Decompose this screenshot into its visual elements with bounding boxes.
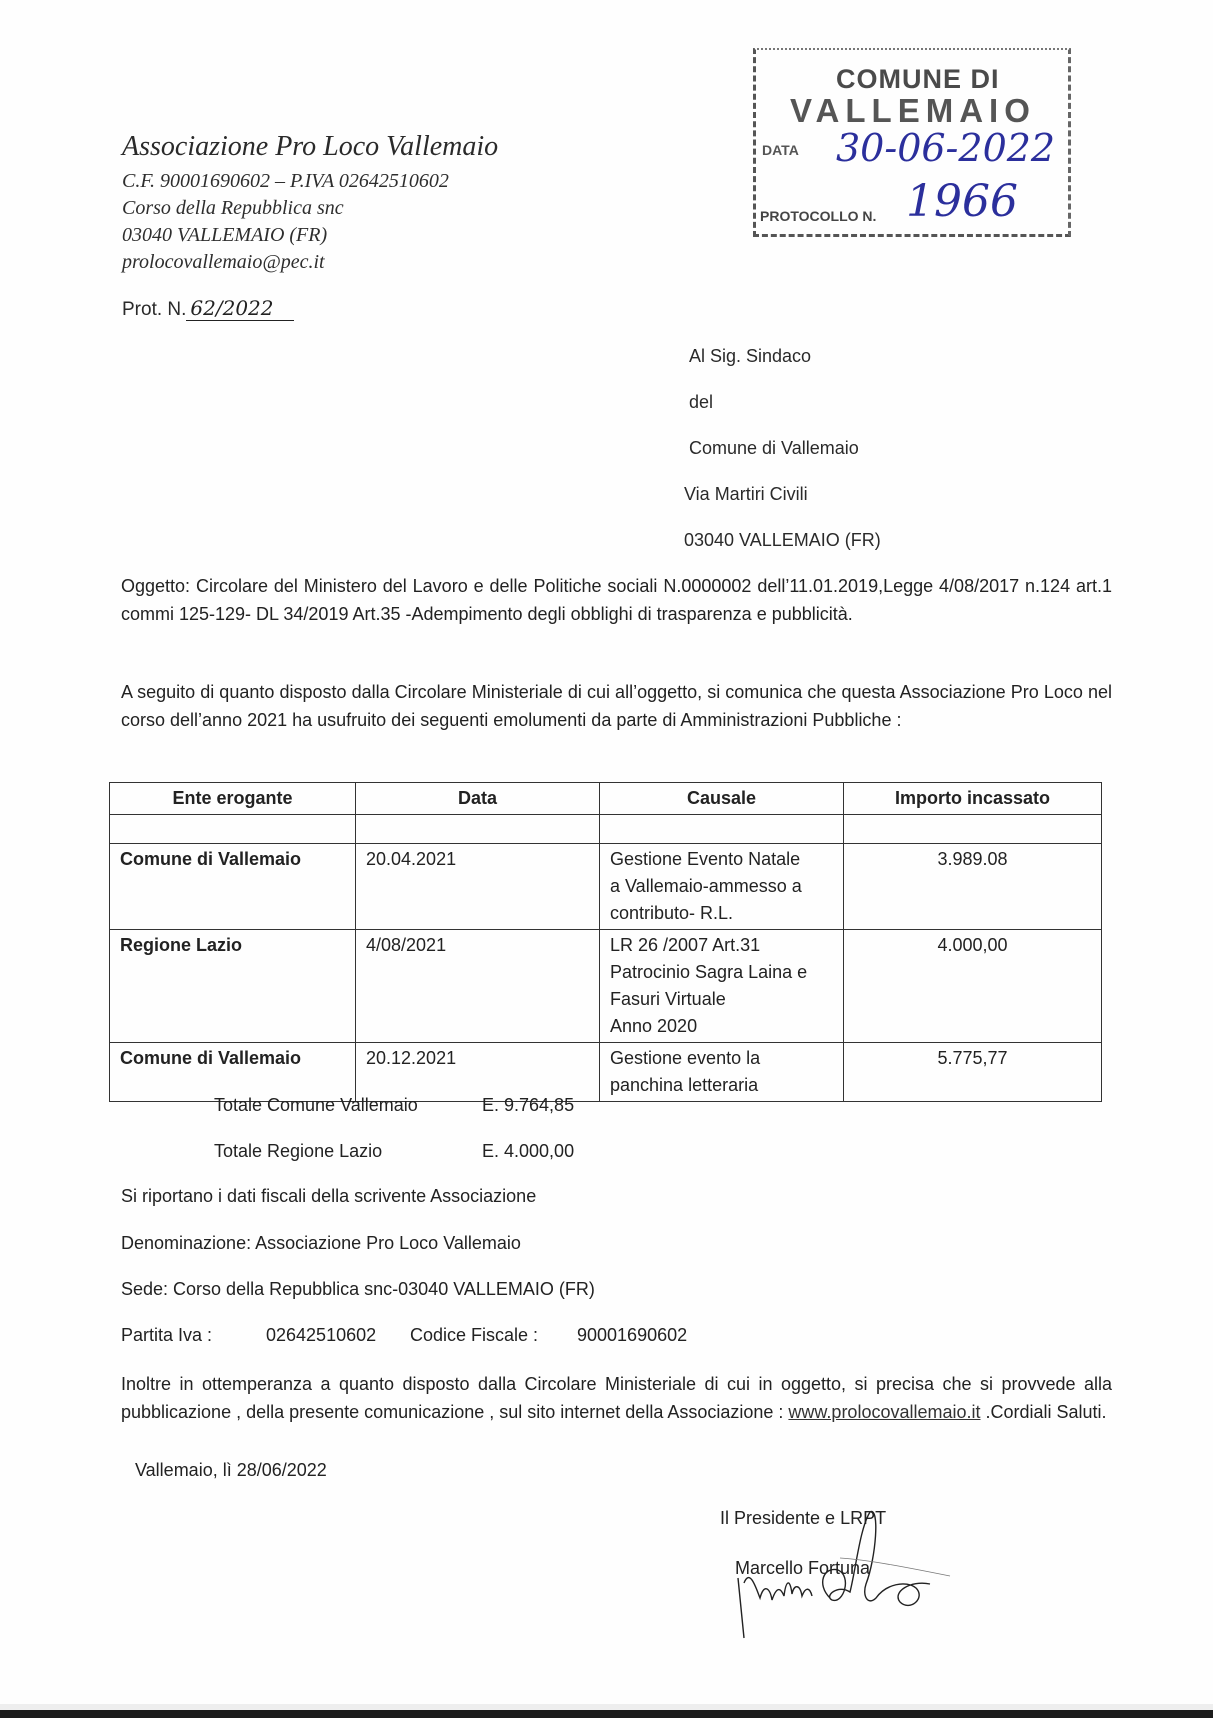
closing-text: Inoltre in ottemperanza a quanto disposto dalla Circolare Ministeriale di cui in oggetto, si precisa che si provvede alla pubblicazione , della presente comunicazione , sul sito internet della Associazione : [121,1374,1112,1422]
empty-row [110,815,1102,844]
addressee-line: 03040 VALLEMAIO (FR) [684,530,881,550]
total-regione-label: Totale Regione Lazio [214,1141,383,1161]
stamp-number: 1966 [906,176,1018,227]
table-header-row [110,783,1102,815]
intro-paragraph: A seguito di quanto disposto dalla Circolare Ministeriale di cui all’oggetto, si comunica che questa Associazione Pro Loco nel corso dell’anno 2021 ha usufruito dei seguenti emolumenti da parte di Amministrazioni Pubbliche : [121,682,1112,730]
stamp-protocol-prefix: PROTOCOLLO N. [760,208,877,224]
column-header: Ente erogante [110,783,356,815]
cell-ente: Regione Lazio [110,930,356,1043]
column-header: Causale [600,783,844,815]
org-email[interactable]: prolocovallemaio@pec.it [122,251,325,273]
fiscal-piva-value: 02642510602 [266,1325,377,1345]
cell-importo: 4.000,00 [844,930,1102,1043]
protocol-stamp [753,48,1071,237]
fiscal-cf-value: 90001690602 [577,1325,688,1345]
cell-causale [600,930,844,1043]
addressee-line: Al Sig. Sindaco [689,346,812,366]
cell-ente: Comune di Vallemaio [110,1043,356,1102]
causale-line: contributo- R.L. [610,903,734,923]
signatory-role: Il Presidente e LRPT [720,1508,887,1528]
causale-line: a Vallemaio-ammesso a [610,876,802,896]
stamp-line1: COMUNE DI [836,64,1000,94]
grants-table [109,782,1102,1102]
stamp-date: 30-06-2022 [836,126,1056,170]
protocol-number [122,296,294,321]
signatory-name: Marcello Fortuna [735,1558,871,1578]
causale-line: Gestione evento la [610,1048,761,1068]
place-date: Vallemaio, lì 28/06/2022 [135,1460,327,1480]
causale-line: Anno 2020 [610,1016,698,1036]
cell-causale [600,1043,844,1102]
subject-paragraph: Oggetto: Circolare del Ministero del Lavoro e delle Politiche sociali N.0000002 dell’11.01.2019,Legge 4/08/2017 n.124 art.1 commi 125-129- DL 34/2019 Art.35 -Adempimento degli obblighi di trasparenza e pubblicità. [121,576,1112,624]
causale-line: Patrocinio Sagra Laina e [610,962,808,982]
causale-line: panchina letteraria [610,1075,759,1095]
fiscal-intro: Si riportano i dati fiscali della scrivente Associazione [121,1186,537,1206]
cell-data: 20.04.2021 [356,844,600,930]
organization-name: Associazione Pro Loco Vallemaio [122,131,499,162]
fiscal-piva-label: Partita Iva : [121,1325,213,1345]
protocol-label: Prot. N. [122,299,187,320]
total-comune-value: E. 9.764,85 [482,1095,575,1115]
cell-importo: 3.989.08 [844,844,1102,930]
causale-line: Fasuri Virtuale [610,989,726,1009]
stamp-line2: VALLEMAIO [790,92,1036,129]
total-regione-value: E. 4.000,00 [482,1141,575,1161]
website-link[interactable]: www.prolocovallemaio.it [788,1402,981,1422]
table-row [110,844,1102,930]
addressee-line: Comune di Vallemaio [689,438,859,458]
cell-data: 4/08/2021 [356,930,600,1043]
org-city: 03040 VALLEMAIO (FR) [122,224,328,246]
causale-line: LR 26 /2007 Art.31 [610,935,761,955]
total-comune-label: Totale Comune Vallemaio [214,1095,418,1115]
protocol-value: 62/2022 [186,296,294,321]
fiscal-cf-label: Codice Fiscale : [410,1325,539,1345]
cell-causale [600,844,844,930]
table-row [110,930,1102,1043]
handwritten-signature-icon [720,1488,960,1648]
cell-importo: 5.775,77 [844,1043,1102,1102]
column-header: Importo incassato [844,783,1102,815]
tax-ids: C.F. 90001690602 – P.IVA 02642510602 [122,170,449,192]
closing-paragraph [121,1370,1112,1426]
table-row [110,1043,1102,1102]
closing-greeting: .Cordiali Saluti. [980,1402,1107,1422]
causale-line: Gestione Evento Natale [610,849,801,869]
fiscal-denominazione: Denominazione: Associazione Pro Loco Vallemaio [121,1233,521,1253]
stamp-date-prefix: DATA [762,142,799,158]
org-street: Corso della Repubblica snc [122,197,344,219]
cell-ente: Comune di Vallemaio [110,844,356,930]
column-header: Data [356,783,600,815]
addressee-line: Via Martiri Civili [684,484,808,504]
cell-data: 20.12.2021 [356,1043,600,1102]
addressee-line: del [689,392,714,412]
signature-block [720,1508,950,1638]
scan-bottom-bar [0,1710,1213,1718]
fiscal-sede: Sede: Corso della Repubblica snc-03040 VALLEMAIO (FR) [121,1279,595,1299]
